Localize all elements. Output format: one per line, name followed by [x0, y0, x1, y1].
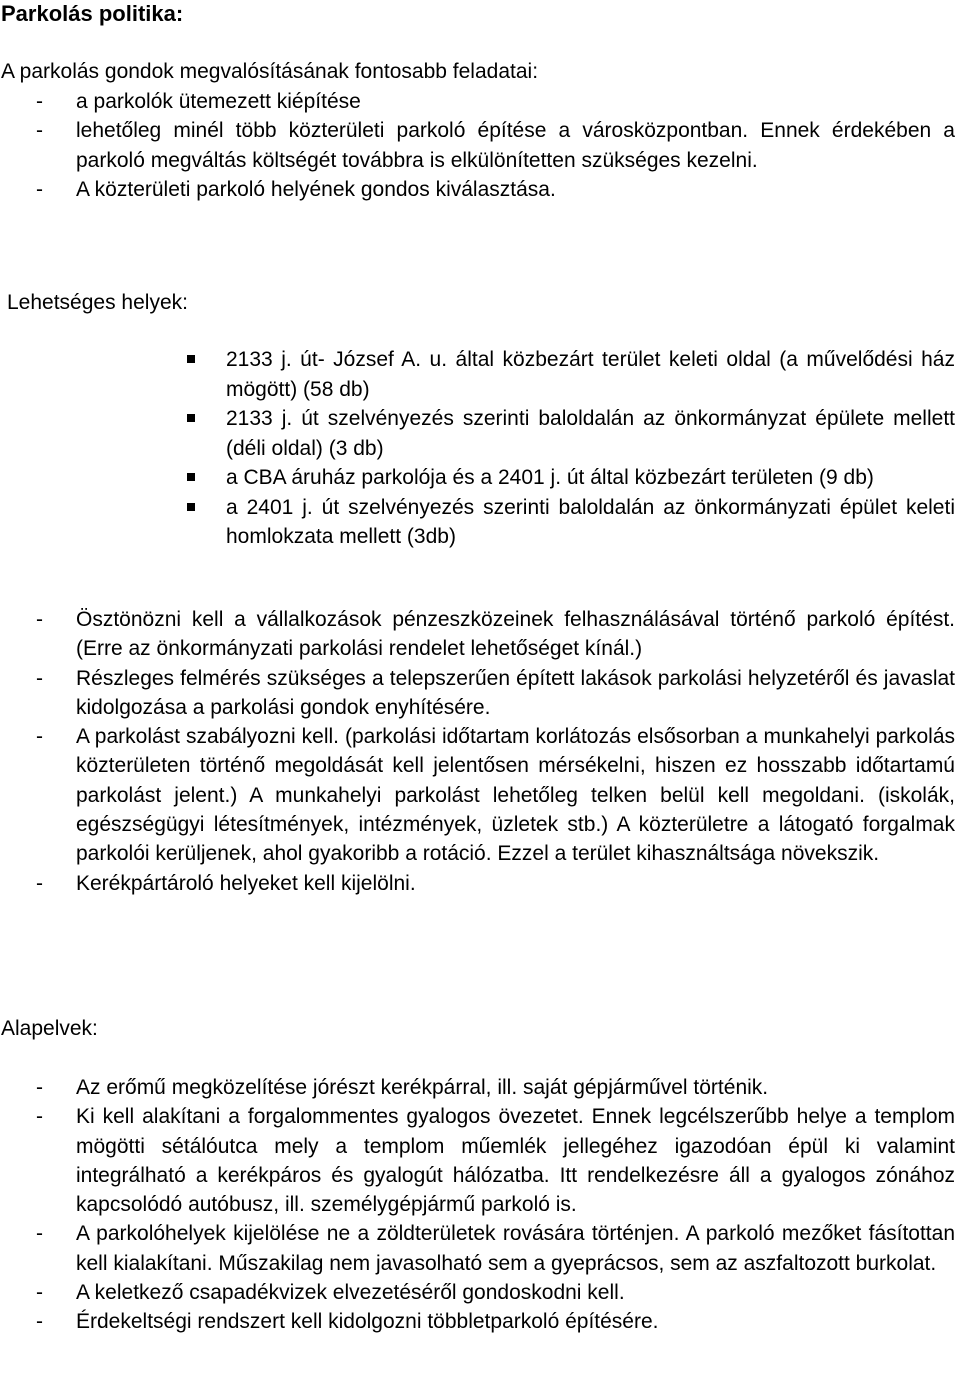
tasks-list [0, 87, 955, 204]
list-item [0, 345, 955, 404]
list-item-text: A közterületi parkoló helyének gondos kiválasztása. [76, 177, 556, 201]
list-item [0, 404, 955, 463]
list-item [0, 493, 955, 552]
list-item-text: Részleges felmérés szükséges a telepszerűen épített lakások parkolási helyzetéről és javaslat kidolgozása a parkolási gondok enyhítésére. [76, 666, 955, 719]
dash-marker: - [36, 177, 43, 201]
list-item [0, 1307, 955, 1336]
list-item-text: Ösztönözni kell a vállalkozások pénzeszközeinek felhasználásával történő parkoló építést. (Erre az önkormányzati parkolási rendelet lehetőséget kínál.) [76, 608, 955, 661]
list-item-text: a CBA áruház parkolója és a 2401 j. út által közbezárt területen (9 db) [226, 466, 874, 489]
principles-list [0, 1073, 955, 1337]
section-title: Parkolás politika: [1, 1, 184, 26]
list-item-text: Kerékpártároló helyeket kell kijelölni. [76, 871, 416, 895]
list-item [0, 664, 955, 723]
square-bullet-icon [187, 414, 195, 422]
measures-list [0, 605, 955, 898]
principles-heading: Alapelvek: [1, 1017, 98, 1040]
list-item [0, 175, 955, 204]
dash-marker: - [36, 666, 43, 690]
list-item-text: a 2401 j. út szelvényezés szerinti baloldalán az önkormányzati épület keleti homlokzata mellett (3db) [226, 495, 955, 548]
list-item [0, 87, 955, 116]
list-item [0, 1102, 955, 1219]
dash-marker: - [36, 1076, 43, 1099]
dash-marker: - [36, 871, 43, 895]
list-item [0, 463, 955, 493]
list-item-text: 2133 j. út- József A. u. által közbezárt terület keleti oldal (a művelődési ház mögött) (58 db) [226, 348, 955, 401]
list-item [0, 1278, 955, 1307]
locations-heading: Lehetséges helyek: [7, 291, 188, 314]
square-bullet-icon [187, 355, 195, 363]
list-item-text: Az erőmű megközelítése jórészt kerékpárral, ill. saját gépjárművel történik. [76, 1076, 769, 1099]
locations-list [0, 345, 955, 552]
list-item [0, 605, 955, 664]
dash-marker: - [36, 1222, 43, 1246]
list-item-text: Érdekeltségi rendszert kell kidolgozni többletparkoló építésére. [76, 1310, 659, 1334]
dash-marker: - [36, 119, 43, 143]
square-bullet-icon [187, 473, 195, 481]
list-item-text: A parkolóhelyek kijelölése ne a zöldterületek rovására történjen. A parkoló mezőket fásítottan kell kialakítani. Műszakilag nem javasolható sem a gyeprácsos, sem az aszfaltozott burkolat. [76, 1222, 955, 1275]
list-item [0, 1073, 955, 1102]
dash-marker: - [36, 725, 43, 749]
dash-marker: - [36, 608, 43, 631]
list-item-text: Ki kell alakítani a forgalommentes gyalogos övezetet. Ennek legcélszerűbb helye a templom mögötti sétálóutca mely a templom műemlék jellegéhez igazodóan épül ki valamint integrálható a kerékpáros és gyalogút hálózatba. Itt rendelkezésre áll a gyalogos zónához kapcsolódó autóbusz, ill. személygépjármű parkoló is. [76, 1105, 955, 1217]
list-item [0, 869, 955, 898]
intro-text: A parkolás gondok megvalósításának fontosabb feladatai: [1, 60, 539, 83]
list-item-text: A parkolást szabályozni kell. (parkolási időtartam korlátozás elsősorban a munkahelyi parkolás közterületen történő megoldását kell jelentősen mérsékelni, hiszen ez hosszabb időtartamú parkolást jelent.) A munkahelyi parkolást lehetőleg telken belül kell megoldani. (iskolák, egészségügyi létesítmények, intézmények, üzletek stb.) A közterületre a látogató forgalmak parkolói kerüljenek, ahol gyakoribb a rotáció. Ezzel a terület kihasználtsága növekszik. [76, 725, 955, 866]
list-item-text: a parkolók ütemezett kiépítése [76, 90, 361, 113]
dash-marker: - [36, 1281, 43, 1305]
list-item [0, 1219, 955, 1278]
dash-marker: - [36, 90, 43, 113]
square-bullet-icon [187, 503, 195, 511]
list-item [0, 722, 955, 868]
list-item [0, 116, 955, 175]
list-item-text: 2133 j. út szelvényezés szerinti baloldalán az önkormányzat épülete mellett (déli oldal) (3 db) [226, 407, 955, 460]
dash-marker: - [36, 1310, 43, 1334]
list-item-text: lehetőleg minél több közterületi parkoló építése a városközpontban. Ennek érdekében a parkoló megváltás költségét továbbra is elkülönítetten szükséges kezelni. [76, 119, 955, 172]
dash-marker: - [36, 1105, 43, 1129]
list-item-text: A keletkező csapadékvizek elvezetéséről gondoskodni kell. [76, 1281, 625, 1305]
